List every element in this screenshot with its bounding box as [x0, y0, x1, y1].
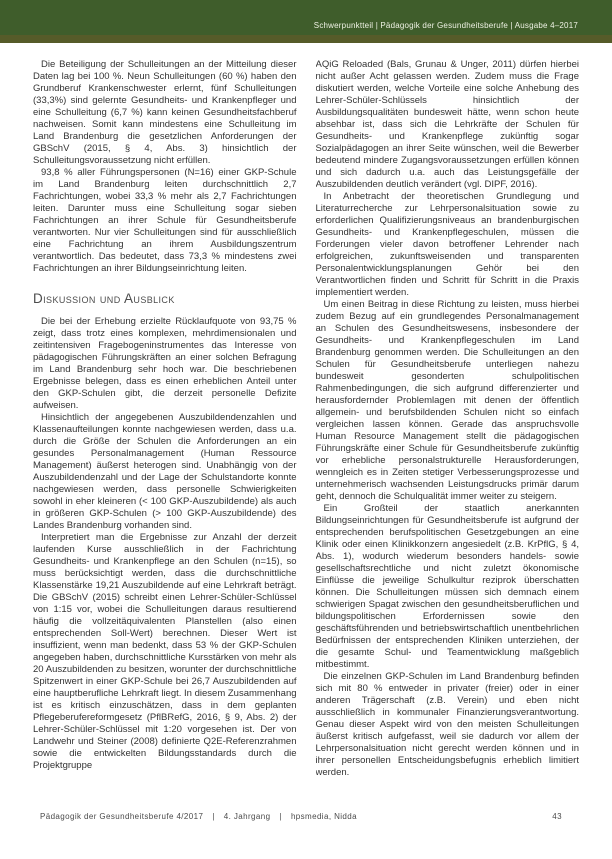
header-bar — [0, 0, 612, 35]
header-divider — [0, 35, 612, 43]
paragraph: Die einzelnen GKP-Schulen im Land Brandenburg befinden sich mit 80 % entweder in privater (freier) oder in einer anderen Trägerschaft (z.B. Verein) und eben nicht ausschließlich in kommunaler Finanzierungsverantwortung. Genau dieser Aspekt wird von den meisten Schulleitungen äußerst kritisch aufgefasst, weil sie dadurch vor allem der Lehrpersonalsituation nicht gerecht werden können und in ihrer personellen Entscheidungsbefugnis erheblich limitiert werden. — [315, 671, 579, 778]
paragraph: Interpretiert man die Ergebnisse zur Anzahl der derzeit laufenden Kurse ausschließlich in der Fachrichtung Gesundheits- und Krankenpflege an den Schulen (n=15), so muss berücksichtigt werden, dass die durchschnittliche Klassenstärke 19,21 Auszubildende auf eine Lehrkraft beträgt. Die GBSchV (2015) schreibt einen Lehrer-Schüler-Schlüssel von 1:15 vor, wobei die Schulleitungen daraus resultierend häufig die vollzeitäquivalenten Planstellen (also einen entsprechenden Soll-Wert) berechnen. Dieser Wert ist insuffizient, wenn man bedenkt, dass 53 % der GKP-Schulen angegeben haben, durchschnittliche Kursstärken von mehr als 20 Auszubildenden zu besitzen, worunter der durchschnittliche Spitzenwert in einer GKP-Schule bei 26,7 Auszubildenden auf eine hauptberufliche Lehrkraft liegt. In diesem Zusammenhang ist es kritisch einzuschätzen, dass in dem geplanten Pflegeberufereformgesetz (PflBRefG, 2016, § 9, Abs. 2) der Lehrer-Schüler-Schlüssel mit 1:20 vorgesehen ist. Der von Landwehr und Steiner (2008) definierte Q2E-Referenzrahmen sowie die entwickelten Bildungsstandards durch die Projektgruppe — [33, 532, 297, 771]
paragraph: Ein Großteil der staatlich anerkannten Bildungseinrichtungen für Gesundheitsberufe ist aufgrund der entsprechenden berufspolitischen Gesetzgebungen an eine Klinik oder einen Klinikkonzern angesiedelt (z.B. KrPflG, § 4, Abs. 1), wodurch wiederum besonders handels- sowie gesellschaftsrechtliche und nicht zuletzt ökonomische Einflüsse die jeweilige Schulkultur reziprok überschatten können. Die Schulleitungen müssen sich demnach einem schwierigen Spagat zwischen den gesundheitsberuflichen und bildungspolitischen Erfordernissen sowie den geschäftsführenden und betriebswirtschaftlich unentbehrlichen Bedürfnissen der entsprechenden Kliniken unterziehen, der die gesamte Schul- und Teamentwicklung maßgeblich mitbestimmt. — [315, 503, 579, 670]
paragraph: In Anbetracht der theoretischen Grundlegung und Literaturrecherche zur Lehrpersonalsituation sowie zu erforderlichen Qualifizierungsniveaus an brandenburgischen Gesundheits- und Krankenpflegeschulen, müssen die Forderungen vieler davon betroffener Lehrender nach erfolgreichen, zukunftsweisenden und transparenten Personalentwicklungsplanungen Gehör bei den Verantwortlichen finden und Schritt für Schritt in die Praxis implementiert werden. — [315, 191, 579, 298]
paragraph: Die bei der Erhebung erzielte Rücklaufquote von 93,75 % zeigt, dass trotz eines komplexen, mehrdimensionalen und zeitintensiven Fragebogeninstrumentes das Interesse von pädagogischen Führungskräften an einer solchen Befragung im Land Brandenburg sehr hoch war. Die beschriebenen Ergebnisse belegen, dass es einen erheblichen Anteil unter den GKP-Schulen gibt, die derzeit personelle Defizite aufweisen. — [33, 316, 297, 411]
footer-volume: 4. Jahrgang — [223, 812, 271, 821]
footer-publisher: hpsmedia, Nidda — [290, 812, 357, 821]
section-heading: Diskussion und Ausblick — [33, 291, 175, 306]
page-footer — [40, 812, 562, 821]
paragraph: Hinsichtlich der angegebenen Auszubildendenzahlen und Klassenaufteilungen konnte nachgewiesen werden, dass u.a. durch die Größe der Schulen die Anforderungen an ein gesundes Personalmanagement (Human Ressource Management) äußerst heterogen sind. Unabhängig von der Auszubildendenzahl und der Lage der Schulstandorte konnte nachgewiesen werden, dass personelle Schwierigkeiten sowohl in eher kleineren (< 100 GKP-Auszubildende) als auch in größeren GKP-Schulen (> 100 GKP-Auszubildende) des Landes Brandenburg vorhanden sind. — [33, 412, 297, 531]
page-header — [0, 0, 612, 43]
article-body — [33, 59, 579, 807]
left-column — [33, 59, 297, 807]
page-number: 43 — [552, 812, 562, 821]
right-column — [316, 59, 580, 807]
paragraph-continuation: AQiG Reloaded (Bals, Grunau & Unger, 2011) dürfen hierbei nicht außer Acht gelassen werden. Zudem muss die Frage diskutiert werden, welche Vorteile eine solche Anhebung des Lehrer-Schüler-Schlüssels hinsichtlich der Ausbildungsqualitäten bundesweit hätte, wenn schon heute absehbar ist, dass sich die Lehrkräfte der Schulen für Gesundheits- und Krankenpflege zukünftig sogar Sozialpädagogen an ihrer Seite wünschen, weil die Bewerber bedeutend mindere Zugangsvoraussetzungen erfüllen können und sich dadurch u.a. auch das Leistungsgefälle der Auszubildenden deutlich verändert (vgl. DIPF, 2016). — [315, 59, 579, 190]
paragraph: 93,8 % aller Führungspersonen (N=16) einer GKP-Schule im Land Brandenburg leiten durchschnittlich 2,7 Fachrichtungen, wobei 33,3 % mehr als 2,7 Fachrichtungen leiten. Darunter muss eine Schulleitung sogar sieben Fachrichtungen an ihrer Schule für Gesundheitsberufe verantworten. Nur vier Schulleitungen sind für ausschließlich eine Fachrichtung an ihrem Ausbildungszentrum verantwortlich. Das bedeutet, dass 73,3 % mindestens zwei Fachrichtungen an ihrer Bildungseinrichtung leiten. — [33, 167, 297, 274]
footer-separator: | — [279, 812, 282, 821]
paragraph: Die Beteiligung der Schulleitungen an der Mitteilung dieser Daten lag bei 100 %. Neun Schulleitungen (60 %) haben den Grundberuf Krankenschwester erlernt, fünf Schulleitungen (33,3%) sind gelernte Gesundheits- und Krankenpfleger und eine Schulleitung (6,7 %) kann keinen Gesundheitsfachberuf nachweisen. Somit kann mindestens eine Schulleitung im Land Brandenburg die gesetzlichen Anforderungen der GBSchV (2015, § 4, Abs. 3) hinsichtlich der Schulleitungsvoraussetzung nicht erfüllen. — [33, 59, 297, 166]
footer-journal-title: Pädagogik der Gesundheitsberufe 4/2017 — [40, 812, 204, 821]
running-head: Schwerpunktteil | Pädagogik der Gesundheitsberufe | Ausgabe 4–2017 — [313, 21, 578, 30]
paragraph: Um einen Beitrag in diese Richtung zu leisten, muss hierbei zudem Bezug auf ein grundlegendes Personalmanagement an Schulen des Gesundheitswesens, insbesondere der Gesundheits- und Krankenpflegeschulen im Land Brandenburg genommen werden. Die Schulleitungen an den Schulen für Gesundheitsberufe unterliegen nahezu bundesweit gesonderten schulpolitischen Rahmenbedingungen, die sich aufgrund differenzierter und herausfordernder Problemlagen mit denen der öffentlich allgemein- und berufsbildenden Schulen nicht so einfach vergleichen lassen können. Gerade das anspruchsvolle Human Resource Management stellt die pädagogischen Führungskräfte einer Schule für Gesundheitsberufe zukünftig vor erhebliche personalstrukturelle Herausforderungen, wenngleich es in Zeiten stetiger Verbesserungsprozesse und unternehmerisch wachsenden Leistungsdrucks primär darum geht, dennoch die Schulqualität immer weiter zu steigern. — [315, 299, 579, 502]
footer-separator: | — [212, 812, 215, 821]
